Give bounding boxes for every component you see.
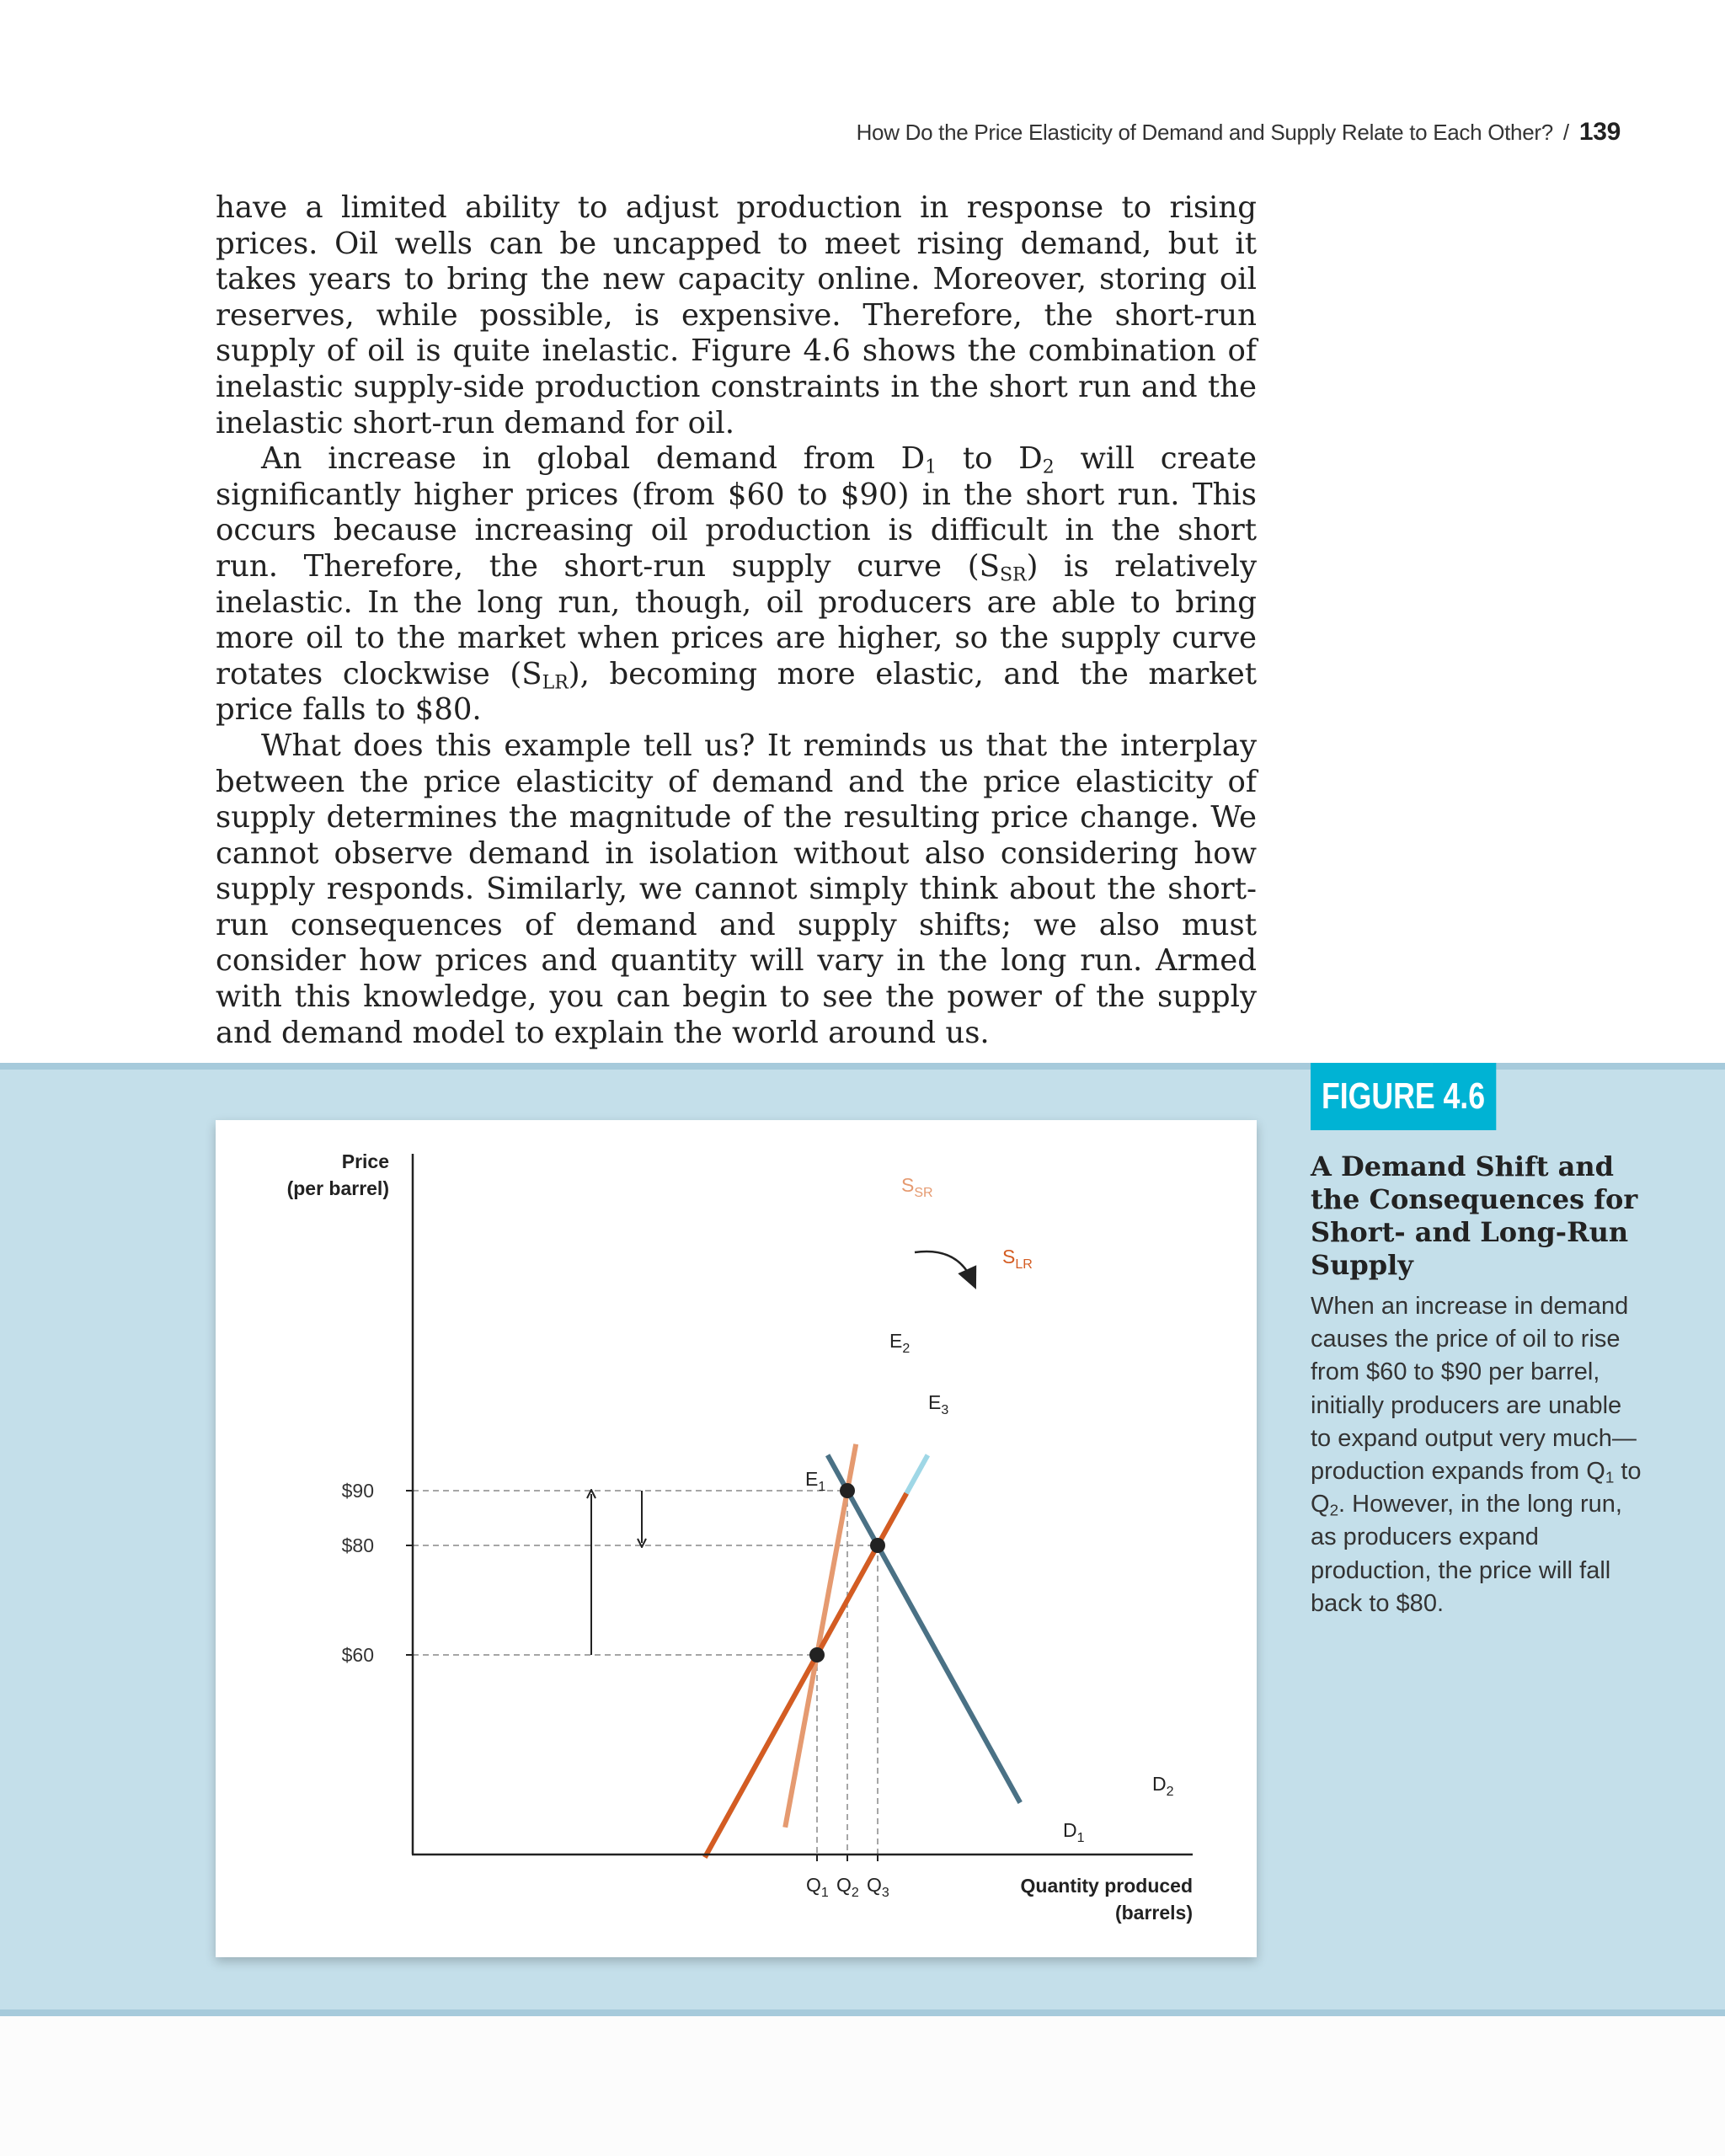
label-e2: $E_2$ <box>889 1330 911 1356</box>
price-tick-label: $80 <box>341 1534 374 1556</box>
chart-panel <box>216 1120 1257 1957</box>
label-ssr: $S_{SR}$ <box>901 1174 933 1200</box>
quantity-label-q2: $Q_2$ <box>836 1874 859 1900</box>
x-axis-label-line2: (barrels) <box>1114 1902 1193 1924</box>
figure-caption: When an increase in demand causes the price of oil to rise from $60 to $90 per barrel, initially producers are unable to expand output very much—production expands from $Q_1$ to $Q_2$. However, in the long run, as producers expand production, the price will fall back to $80. <box>1311 1293 1642 1617</box>
price-tick-label: $60 <box>341 1644 374 1666</box>
label-slr: $S_{LR}$ <box>1002 1246 1033 1272</box>
paragraph-1: have a limited ability to adjust production in response to rising prices. Oil wells can be uncapped to meet rising demand, but it takes years to bring the new capacity online. Moreover, storing oil reserves, while possible, is expensive. Therefore, the short-run supply of oil is quite inelastic. Figure 4.6 shows the combination of inelastic supply-side production constraints in the short run and the inelastic short-run demand for oil. <box>216 190 1257 440</box>
body-text <box>216 190 1257 1051</box>
price-tick-label: $90 <box>341 1480 374 1502</box>
paragraph-3: What does this example tell us? It reminds us that the interplay between the price elasticity of demand and the price elasticity of supply determines the magnitude of the resulting price change. We cannot observe demand in isolation without also considering how supply responds. Similarly, we cannot simply think about the short-run consequences of demand and supply shifts; we also must consider how prices and quantity will vary in the long run. Armed with this knowledge, you can begin to see the power of the supply and demand model to explain the world around us. <box>216 728 1257 1050</box>
demand-curve-d2 <box>828 1455 1021 1803</box>
y-axis-label-line2: (per barrel) <box>286 1177 389 1199</box>
supply-demand-chart <box>216 1120 1257 1957</box>
quantity-label-q3: $Q_3$ <box>867 1874 889 1900</box>
supply-curve-short-run <box>785 1444 856 1828</box>
quantity-label-q1: $Q_1$ <box>806 1874 829 1900</box>
y-axis-label-line1: Price <box>341 1150 389 1172</box>
label-e3: $E_3$ <box>928 1391 949 1417</box>
figure-title: A Demand Shift and the Consequences for Short- and Long-Run Supply <box>1311 1150 1638 1281</box>
label-e1: $E_1$ <box>805 1468 826 1494</box>
x-axis-label-line1: Quantity produced <box>1020 1875 1193 1897</box>
paragraph-2: An increase in global demand from $D_1$ to $D_2$ will create significantly higher prices (from $60 to $90) in the short run. This occurs because increasing oil production is difficult in the short run. Therefore, the short-run supply curve $(S_{SR})$ is relatively inelastic. In the long run, though, oil producers are able to bring more oil to the market when prices are higher, so the supply curve rotates clockwise $(S_{LR})$, becoming more elastic, and the market price falls to $80. <box>216 441 1257 728</box>
label-d2: $D_2$ <box>1152 1773 1174 1799</box>
rotation-arrow-icon <box>915 1251 972 1280</box>
page-bottom <box>0 2016 1725 2156</box>
equilibrium-point-e3 <box>870 1538 885 1553</box>
running-head <box>857 118 1621 147</box>
label-d1: $D_1$ <box>1063 1819 1085 1845</box>
equilibrium-point-e2 <box>840 1483 855 1498</box>
running-head-separator: / <box>1562 120 1569 145</box>
equilibrium-point-e1 <box>809 1647 825 1662</box>
figure-tag: FIGURE 4.6 <box>1311 1063 1496 1130</box>
page-number: 139 <box>1578 118 1621 146</box>
running-title: How Do the Price Elasticity of Demand and Supply Relate to Each Other? <box>856 120 1553 145</box>
